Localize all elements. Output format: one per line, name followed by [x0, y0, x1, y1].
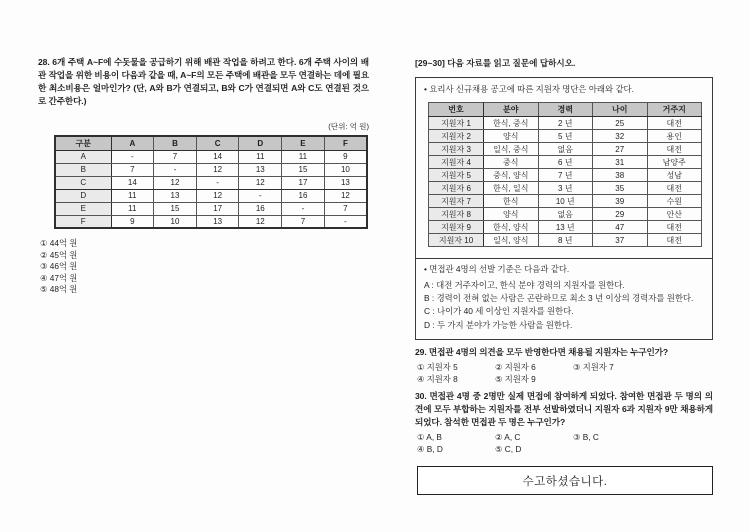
- answer-option: ⑤ 지원자 9: [495, 373, 536, 384]
- table-cell: 10: [324, 163, 367, 176]
- table-cell: 12: [196, 163, 239, 176]
- row-header: 지원자 7: [429, 195, 484, 208]
- row-header: E: [55, 202, 111, 215]
- table-cell: 7: [282, 215, 325, 228]
- column-header: 구분: [55, 136, 111, 150]
- table-row: [429, 234, 702, 247]
- table-row: [55, 215, 367, 228]
- unit-note: (단위: 억 원): [328, 122, 369, 131]
- table-cell: -: [282, 202, 325, 215]
- row-header: B: [55, 163, 111, 176]
- table-cell: 13 년: [538, 221, 593, 234]
- row-header: D: [55, 189, 111, 202]
- table-cell: 2 년: [538, 117, 593, 130]
- row-header: 지원자 9: [429, 221, 484, 234]
- table-cell: 3 년: [538, 182, 593, 195]
- table-cell: 7: [111, 163, 154, 176]
- table-cell: 29: [593, 208, 648, 221]
- question-30-options: [417, 433, 713, 454]
- column-header: 경력: [538, 103, 593, 117]
- table-cell: 없음: [538, 208, 593, 221]
- table-cell: 용인: [647, 130, 702, 143]
- column-header: D: [239, 136, 282, 150]
- table-cell: 대전: [647, 117, 702, 130]
- answer-option: ① 44억 원: [40, 238, 78, 248]
- row-header: 지원자 1: [429, 117, 484, 130]
- table-cell: 양식: [484, 208, 539, 221]
- table-cell: 9: [111, 215, 154, 228]
- table-cell: 한식, 일식: [484, 182, 539, 195]
- table-cell: 안산: [647, 208, 702, 221]
- table-cell: 12: [239, 215, 282, 228]
- answer-option: ③ 46억 원: [40, 261, 78, 272]
- table-cell: -: [324, 215, 367, 228]
- answer-option: ④ 지원자 8: [417, 373, 458, 384]
- passage-range-label: [29~30] 다음 자료를 읽고 질문에 답하시오.: [415, 58, 576, 68]
- table-cell: 27: [593, 143, 648, 156]
- table-cell: 37: [593, 234, 648, 247]
- table-cell: 6 년: [538, 156, 593, 169]
- table-cell: 남양주: [647, 156, 702, 169]
- criterion-line: A : 대전 거주자이고, 한식 분야 경력의 지원자를 원한다.: [424, 280, 625, 290]
- answer-option: ① A, B: [417, 431, 442, 442]
- table-cell: 47: [593, 221, 648, 234]
- question-28-options: [40, 238, 369, 296]
- row-header: 지원자 8: [429, 208, 484, 221]
- closing-text: 수고하셨습니다.: [522, 475, 608, 488]
- column-header: 나이: [593, 103, 648, 117]
- table-cell: 12: [324, 189, 367, 202]
- table-cell: 일식, 양식: [484, 234, 539, 247]
- column-header: 분야: [484, 103, 539, 117]
- table-cell: 38: [593, 169, 648, 182]
- table-cell: 35: [593, 182, 648, 195]
- applicant-data-box: [415, 77, 713, 340]
- row-header: F: [55, 215, 111, 228]
- table-cell: 11: [111, 189, 154, 202]
- applicant-section: [416, 78, 712, 258]
- criterion-line: D : 두 가지 분야가 가능한 사람을 원한다.: [424, 319, 573, 330]
- table-cell: 없음: [538, 143, 593, 156]
- table-cell: 12: [154, 176, 197, 189]
- header-row: [55, 136, 367, 150]
- row-header: 지원자 5: [429, 169, 484, 182]
- table-cell: 한식, 양식: [484, 221, 539, 234]
- question-30: [415, 390, 713, 454]
- table-cell: 39: [593, 195, 648, 208]
- question-30-text: 30. 면접관 4명 중 2명만 실제 면접에 참여하게 되었다. 참여한 면접관 두 명의 의견에 모두 부합하는 지원자를 전부 선발하였더니 지원자 6과 지원자 9만 채용하게 되었다. 참석한 면접관 두 명은 누구인가?: [415, 390, 713, 427]
- table-cell: 한식: [484, 195, 539, 208]
- row-header: 지원자 6: [429, 182, 484, 195]
- question-29: [415, 346, 713, 384]
- column-header: F: [324, 136, 367, 150]
- table-cell: 5 년: [538, 130, 593, 143]
- table-cell: 대전: [647, 221, 702, 234]
- applicant-table: [428, 102, 702, 247]
- column-header: E: [282, 136, 325, 150]
- table-cell: 13: [239, 163, 282, 176]
- answer-option: ④ B, D: [417, 443, 443, 454]
- table-cell: 10 년: [538, 195, 593, 208]
- column-header: 거주지: [647, 103, 702, 117]
- table-cell: 13: [154, 189, 197, 202]
- question-29-options: [417, 363, 713, 384]
- table-cell: 대전: [647, 234, 702, 247]
- table-cell: -: [239, 189, 282, 202]
- table-cell: 11: [239, 150, 282, 163]
- column-header: A: [111, 136, 154, 150]
- table-row: [429, 143, 702, 156]
- table-row: [429, 182, 702, 195]
- criterion-line: B : 경력이 전혀 없는 사람은 곤란하므로 최소 3 년 이상의 경력자를 원한다.: [424, 293, 694, 304]
- table-cell: 32: [593, 130, 648, 143]
- answer-option: ③ 지원자 7: [573, 361, 614, 372]
- table-cell: 25: [593, 117, 648, 130]
- answer-option: ② 45억 원: [40, 249, 78, 260]
- table-cell: 16: [282, 189, 325, 202]
- table-cell: 12: [239, 176, 282, 189]
- table-row: [429, 208, 702, 221]
- table-cell: 12: [196, 189, 239, 202]
- table-row: [55, 202, 367, 215]
- table-cell: 대전: [647, 182, 702, 195]
- row-header: 지원자 10: [429, 234, 484, 247]
- table-cell: 7: [324, 202, 367, 215]
- table-cell: 대전: [647, 143, 702, 156]
- table-cell: 17: [196, 202, 239, 215]
- answer-option: ③ B, C: [573, 431, 599, 442]
- table-cell: 17: [282, 176, 325, 189]
- answer-option: ⑤ 48억 원: [40, 284, 78, 295]
- cost-table: [54, 135, 368, 229]
- row-header: 지원자 4: [429, 156, 484, 169]
- left-column: [38, 56, 369, 296]
- table-cell: 31: [593, 156, 648, 169]
- applicant-intro: • 요리사 신규채용 공고에 따른 지원자 명단은 아래와 같다.: [424, 84, 634, 94]
- question-28-text: 28. 6개 주택 A~F에 수돗물을 공급하기 위해 배관 작업을 하려고 한다. 6개 주택 사이의 배관 작업을 위한 비용이 다음과 같을 때, A~F의 모든 주택에 배관을 모두 연결하는 데에 필요한 최소비용은 얼마인가? (단, A와 B가 연결되고, B와 C가 연결되면 A와 C도 연결된 것으로 간주한다.): [38, 57, 369, 106]
- table-cell: 11: [111, 202, 154, 215]
- table-cell: 9: [324, 150, 367, 163]
- table-row: [55, 189, 367, 202]
- criteria-section: [416, 258, 712, 339]
- answer-option: ② 지원자 6: [495, 361, 536, 372]
- table-cell: 8 년: [538, 234, 593, 247]
- table-cell: 한식, 중식: [484, 117, 539, 130]
- row-header: 지원자 2: [429, 130, 484, 143]
- table-cell: 16: [239, 202, 282, 215]
- table-cell: 13: [196, 215, 239, 228]
- right-column: [415, 57, 713, 454]
- column-header: C: [196, 136, 239, 150]
- table-cell: 14: [111, 176, 154, 189]
- table-row: [55, 176, 367, 189]
- table-cell: 7: [154, 150, 197, 163]
- row-header: C: [55, 176, 111, 189]
- table-cell: 양식: [484, 130, 539, 143]
- table-row: [429, 195, 702, 208]
- table-row: [429, 130, 702, 143]
- table-cell: 10: [154, 215, 197, 228]
- answer-option: ① 지원자 5: [417, 361, 458, 372]
- row-header: A: [55, 150, 111, 163]
- table-row: [429, 117, 702, 130]
- answer-option: ④ 47억 원: [40, 272, 78, 283]
- table-cell: -: [111, 150, 154, 163]
- table-cell: 7 년: [538, 169, 593, 182]
- table-cell: 일식, 중식: [484, 143, 539, 156]
- table-cell: 성남: [647, 169, 702, 182]
- table-cell: 15: [282, 163, 325, 176]
- table-row: [55, 163, 367, 176]
- closing-banner: [417, 466, 713, 495]
- table-cell: 14: [196, 150, 239, 163]
- table-cell: 중식: [484, 156, 539, 169]
- table-row: [55, 150, 367, 163]
- table-cell: -: [154, 163, 197, 176]
- answer-option: ⑤ C, D: [495, 443, 522, 454]
- table-cell: 중식, 양식: [484, 169, 539, 182]
- answer-option: ② A, C: [495, 431, 521, 442]
- criteria-list: [424, 279, 704, 332]
- table-cell: -: [196, 176, 239, 189]
- criterion-line: C : 나이가 40 세 이상인 지원자를 원한다.: [424, 306, 574, 317]
- table-cell: 13: [324, 176, 367, 189]
- header-row: [429, 103, 702, 117]
- column-header: B: [154, 136, 197, 150]
- table-row: [429, 156, 702, 169]
- table-cell: 15: [154, 202, 197, 215]
- table-cell: 11: [282, 150, 325, 163]
- table-row: [429, 169, 702, 182]
- column-header: 번호: [429, 103, 484, 117]
- question-29-text: 29. 면접관 4명의 의견을 모두 반영한다면 채용될 지원자는 누구인가?: [415, 346, 669, 357]
- table-row: [429, 221, 702, 234]
- table-cell: 수원: [647, 195, 702, 208]
- criteria-intro: • 면접관 4명의 선발 기준은 다음과 같다.: [424, 264, 570, 274]
- row-header: 지원자 3: [429, 143, 484, 156]
